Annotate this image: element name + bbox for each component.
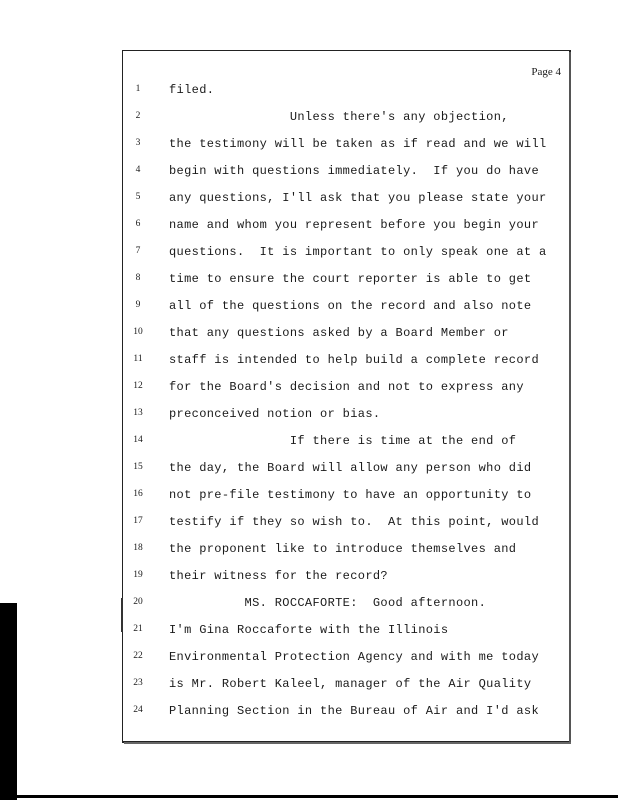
- transcript-line: questions. It is important to only speak one at a: [169, 245, 547, 259]
- transcript-line: filed.: [169, 83, 215, 97]
- line-number: 6: [135, 219, 141, 229]
- line-number: 20: [133, 597, 143, 607]
- transcript-line: not pre-file testimony to have an opportunity to: [169, 488, 532, 502]
- transcript-line: begin with questions immediately. If you do have: [169, 164, 540, 178]
- line-number: 22: [133, 651, 143, 661]
- line-number: 24: [133, 705, 143, 715]
- line-number: 14: [133, 435, 143, 445]
- transcript-line: that any questions asked by a Board Member or: [169, 326, 509, 340]
- line-number: 10: [133, 327, 143, 337]
- transcript-line: is Mr. Robert Kaleel, manager of the Air Quality: [169, 677, 532, 691]
- line-number: 19: [133, 570, 143, 580]
- line-number: 7: [135, 246, 141, 256]
- transcript-line: If there is time at the end of: [169, 434, 517, 448]
- line-number: 16: [133, 489, 143, 499]
- transcript-line: testify if they so wish to. At this point, would: [169, 515, 540, 529]
- line-number: 8: [135, 273, 141, 283]
- line-number: 3: [135, 138, 141, 148]
- transcript-line: for the Board's decision and not to express any: [169, 380, 524, 394]
- line-number: 13: [133, 408, 143, 418]
- transcript-line: preconceived notion or bias.: [169, 407, 381, 421]
- line-number: 15: [133, 462, 143, 472]
- transcript-line: Planning Section in the Bureau of Air and I'd ask: [169, 704, 540, 718]
- transcript-line: time to ensure the court reporter is able to get: [169, 272, 532, 286]
- transcript-line: the day, the Board will allow any person who did: [169, 461, 532, 475]
- transcript-line: MS. ROCCAFORTE: Good afternoon.: [169, 596, 487, 610]
- scan-bottom-rule: [17, 795, 618, 798]
- transcript-line: name and whom you represent before you begin your: [169, 218, 540, 232]
- page-number: Page 4: [531, 66, 561, 78]
- transcript-line: I'm Gina Roccaforte with the Illinois: [169, 623, 449, 637]
- scan-mark: [121, 598, 123, 632]
- line-number: 5: [135, 192, 141, 202]
- page-bottom-shadow: [124, 742, 571, 744]
- transcript-line: their witness for the record?: [169, 569, 388, 583]
- line-number: 12: [133, 381, 143, 391]
- line-number: 23: [133, 678, 143, 688]
- line-number: 9: [135, 300, 141, 310]
- page-edge-shadow: [569, 52, 571, 742]
- line-number: 2: [135, 111, 141, 121]
- transcript-line: any questions, I'll ask that you please state your: [169, 191, 547, 205]
- line-number: 1: [135, 84, 141, 94]
- line-number: 21: [133, 624, 143, 634]
- transcript-page: [122, 50, 571, 743]
- line-number: 17: [133, 516, 143, 526]
- transcript-line: Unless there's any objection,: [169, 110, 509, 124]
- transcript-line: staff is intended to help build a complete record: [169, 353, 540, 367]
- transcript-line: Environmental Protection Agency and with me today: [169, 650, 540, 664]
- scan-margin-bar: [0, 603, 17, 800]
- transcript-line: all of the questions on the record and also note: [169, 299, 532, 313]
- line-number: 11: [133, 354, 143, 364]
- transcript-line: the proponent like to introduce themselves and: [169, 542, 517, 556]
- line-number: 18: [133, 543, 143, 553]
- transcript-line: the testimony will be taken as if read and we will: [169, 137, 547, 151]
- line-number: 4: [135, 165, 141, 175]
